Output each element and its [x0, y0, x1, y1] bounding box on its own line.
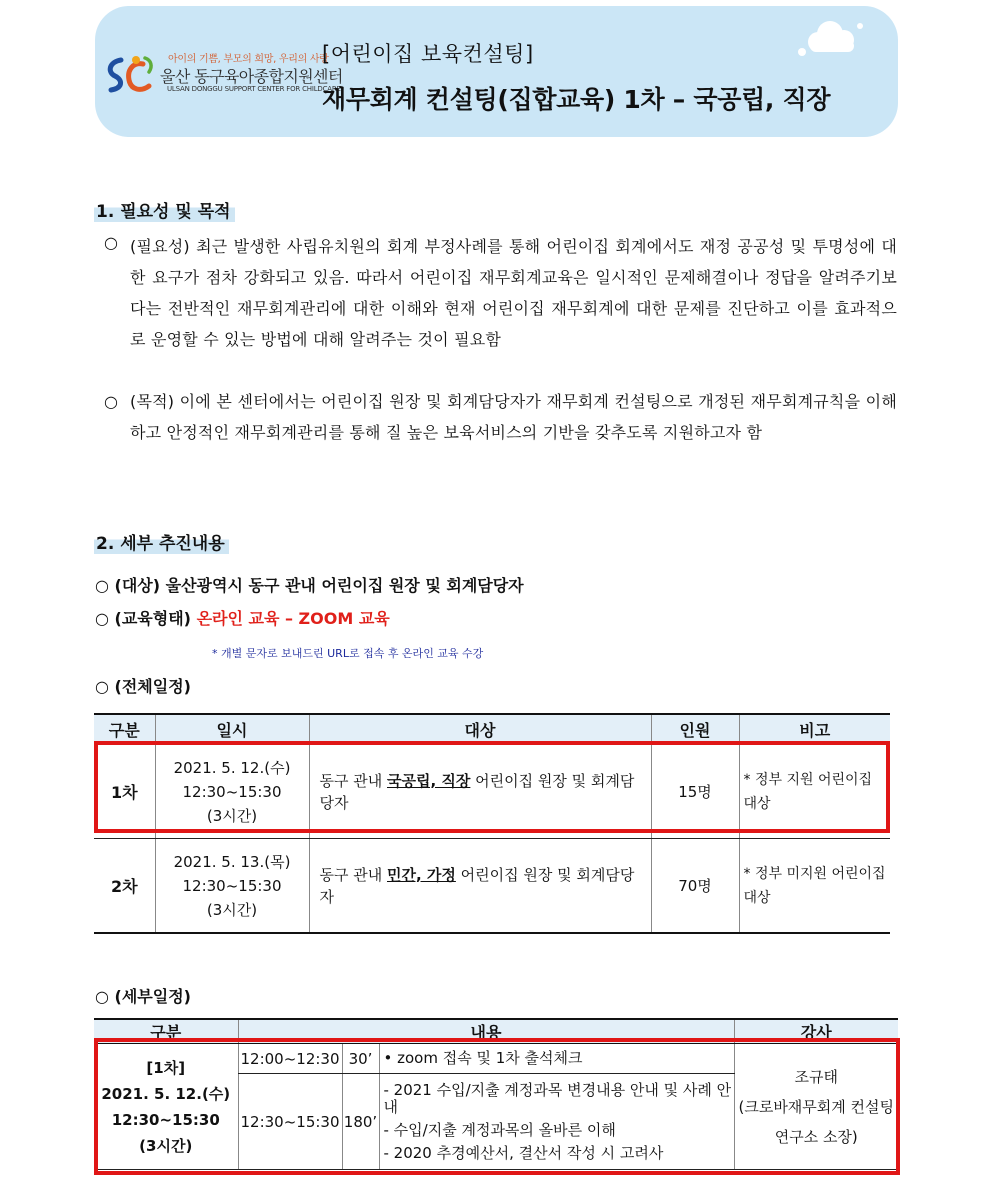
date-text: 2021. 5. 12.(수) [101, 1084, 231, 1103]
round-text: [1차] [146, 1058, 186, 1077]
target-prefix: 동구 관내 [319, 865, 387, 884]
date-text: 2021. 5. 12.(수) [173, 758, 291, 777]
slot-time-cell: 12:30~15:30 [238, 1074, 342, 1170]
logo-slogan: 아이의 기쁨, 부모의 희망, 우리의 사랑 [168, 54, 329, 65]
target-cell [309, 839, 651, 934]
banner-subtitle: [어린이집 보육컨설팅] [322, 42, 534, 66]
format-label: ○ (교육형태) [95, 609, 197, 628]
highlight-box-detail [94, 1038, 900, 1175]
bullet-purpose: ○ [104, 392, 118, 411]
target-prefix: 동구 관내 [319, 771, 387, 790]
duration-text: (3시간) [139, 1136, 193, 1155]
instructor-name: 조규태 [794, 1067, 838, 1086]
detail-schedule-label: ○ (세부일정) [95, 987, 191, 1006]
instructor-org: (크로바재무회계 컨설팅연구소 소장) [738, 1097, 895, 1146]
slot-time-cell: 12:00~12:30 [238, 1044, 342, 1074]
target-line: ○ (대상) 울산광역시 동구 관내 어린이집 원장 및 회계담당자 [95, 576, 524, 595]
time-text: 12:30~15:30 [182, 782, 282, 801]
bullet-necessity: ○ [104, 233, 118, 252]
highlight-box-round1 [94, 741, 890, 833]
table-header-row [94, 714, 890, 745]
time-text: 12:30~15:30 [182, 876, 282, 895]
duration-text: (3시간) [206, 806, 258, 825]
format-value: 온라인 교육 – ZOOM 교육 [196, 609, 390, 628]
col-header-count: 인원 [651, 714, 739, 745]
col-header-target: 대상 [309, 714, 651, 745]
page-title: 재무회계 컨설팅(집합교육) 1차 – 국공립, 직장 [322, 85, 831, 114]
cloud-icon [788, 12, 872, 62]
slot-item: - 2020 추경예산서, 결산서 작성 시 고려사 [383, 1143, 664, 1162]
time-text: 12:30~15:30 [111, 1110, 220, 1129]
col-header-round: 구분 [94, 714, 155, 745]
col-header-instructor: 강사 [734, 1019, 898, 1044]
childcare-logo-icon [103, 52, 157, 98]
logo-name: 울산 동구육아종합지원센터 [160, 67, 343, 86]
note-cell: * 정부 지원 어린이집 대상 [739, 745, 890, 839]
target-type: 국공립, 직장 [387, 771, 471, 790]
section-heading-details: 2. 세부 추진내용 [94, 528, 229, 554]
round-cell: 1차 [94, 745, 155, 839]
col-header-datetime: 일시 [155, 714, 309, 745]
slot-item: - 수입/지출 계정과목의 올바른 이해 [383, 1120, 616, 1139]
count-cell: 70명 [651, 839, 739, 934]
round-cell: 2차 [94, 839, 155, 934]
table-row [94, 839, 890, 934]
note-cell: * 정부 미지원 어린이집 대상 [739, 839, 890, 934]
slot-minutes-cell: 180’ [342, 1074, 379, 1170]
target-type: 민간, 가정 [387, 865, 456, 884]
date-text: 2021. 5. 13.(목) [173, 852, 291, 871]
format-line [95, 606, 390, 629]
necessity-paragraph: (필요성) 최근 발생한 사립유치원의 회계 부정사례를 통해 어린이집 회계에서도 재정 공공성 및 투명성에 대한 요구가 점차 강화되고 있음. 따라서 어린이집 재무회계교육은 일시적인 문제해결이나 정답을 알려주기보다는 전반적인 재무회계관리에 대한 이해와 현재 어린이집 재무회계에 대한 문제를 진단하고 이를 효과적으로 운영할 수 있는 방법에 대해 알려주는 것이 필요함 [130, 237, 897, 349]
slot-item: • zoom 접속 및 1차 출석체크 [383, 1049, 583, 1067]
logo-english-name: ULSAN DONGGU SUPPORT CENTER FOR CHILDCARE [167, 85, 341, 93]
schedule-label: ○ (전체일정) [95, 677, 191, 696]
section-heading-purpose: 1. 필요성 및 목적 [94, 196, 235, 222]
slot-minutes-cell: 30’ [342, 1044, 379, 1074]
target-suffix: 어린이집 원장 및 회계담당자 [319, 865, 635, 906]
purpose-paragraph: (목적) 이에 본 센터에서는 어린이집 원장 및 회계담당자가 재무회계 컨설팅으로 개정된 재무회계규칙을 이해하고 안정적인 재무회계관리를 통해 질 높은 보육서비스의 기반을 갖추도록 지원하고자 함 [130, 392, 897, 442]
datetime-cell [155, 839, 309, 934]
col-header-content: 내용 [238, 1019, 734, 1044]
duration-text: (3시간) [206, 900, 258, 919]
target-suffix: 어린이집 원장 및 회계담당자 [319, 771, 635, 812]
col-header-note: 비고 [739, 714, 890, 745]
slot-item: - 2021 수입/지출 계정과목 변경내용 안내 및 사례 안내 [383, 1080, 732, 1116]
format-note: * 개별 문자로 보내드린 URL로 접속 후 온라인 교육 수강 [212, 647, 484, 660]
count-cell: 15명 [651, 745, 739, 839]
col-header-round: 구분 [94, 1019, 238, 1044]
